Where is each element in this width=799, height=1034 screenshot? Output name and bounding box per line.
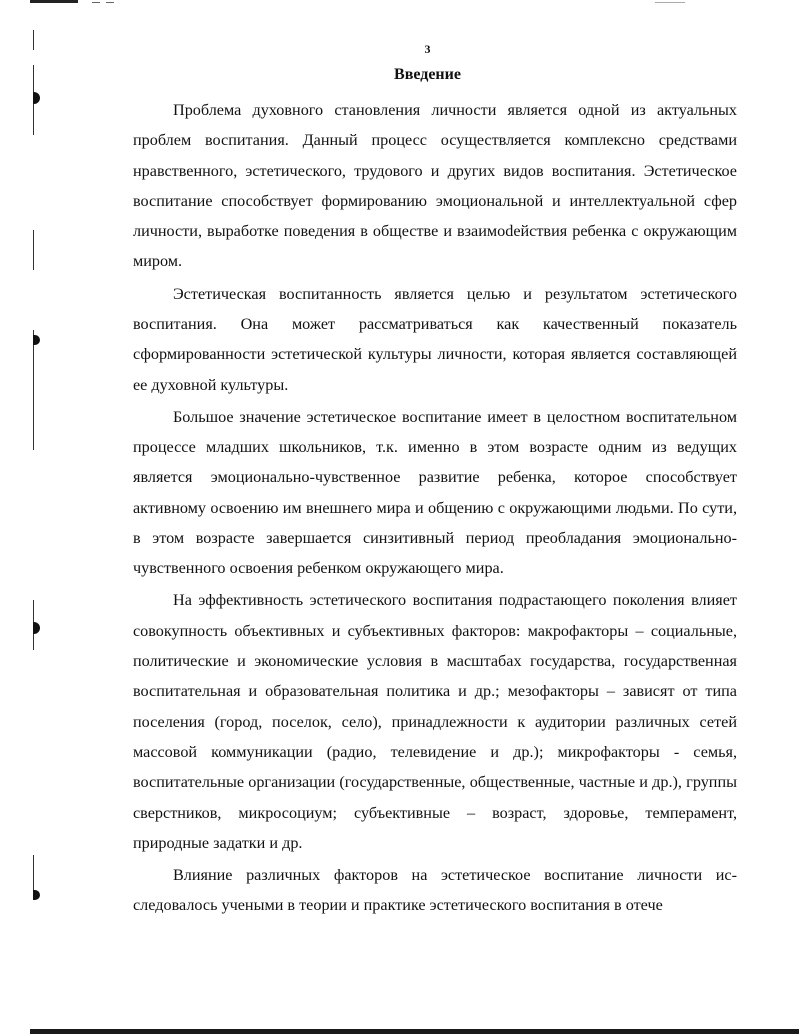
section-heading: Введение	[394, 66, 461, 83]
paragraph: На эффективность эстетического воспитания подрастающего поколения влияет совокупность объективных и субъективных факторов: макрофакторы – социальные, политические и экономические условия в масштабах государства, государственная воспитательная и образовательная политика и др.; мезофакторы – зависят от типа поселения (город, поселок, село), принадлежности к аудитории различных сетей массовой коммуникации (радио, телевидение и др.); микрофакторы - семья, воспитательные организации (государственные, общественные, частные и др.), группы сверстников, микросоциум; субъективные – возраст, здоровье, темперамент, природные задатки и др.	[133, 591, 737, 852]
scan-edge-bottom	[30, 1029, 799, 1034]
binding-mark	[33, 890, 40, 900]
paragraph: Влияние различных факторов на эстетическое воспитание личности исследовалось учеными в теории и практике эстетического воспитания в отече	[133, 865, 737, 915]
binding-mark	[33, 92, 40, 104]
paragraph: Проблема духовного становления личности является одной из актуальных проблем воспитания. Данный процесс осуществляется комплексно средствами нравственного, эстетического, трудового и других видов воспитания. Эстетическое воспитание способствует формированию эмоциональной и интеллектуальной сфер личности, выработке поведения в обществе и взаимоdействия ребенка с окружающим миром.	[133, 101, 737, 271]
paragraph: Большое значение эстетическое воспитание имеет в целостном воспитательном процессе младших школьников, т.к. именно в этом возрасте одним из ведущих является эмоционально-чувственное развитие ребенка, которое способствует активному освоению им внешнего мира и общению с окружающими людьми. По сути, в этом возрасте завершается синзитивный период преобладания эмоционально-чувственного освоения ребенком окружающего мира.	[133, 407, 737, 578]
scan-edge-top-right	[655, 2, 685, 3]
scan-left-edge	[33, 330, 34, 450]
scan-dash	[92, 2, 100, 3]
scan-left-edge	[33, 230, 34, 270]
paragraph: Эстетическая воспитанность является целью и результатом эстетического воспитания. Она может рассматриваться как качественный показатель сформированности эстетической культуры личности, которая является составляющей ее духовной культуры.	[133, 284, 737, 394]
binding-mark	[33, 622, 40, 634]
scan-dash	[106, 2, 114, 3]
binding-mark	[33, 335, 40, 345]
scan-edge-top-left	[30, 0, 78, 3]
body-text	[133, 95, 737, 922]
page-number: 3	[424, 42, 431, 56]
